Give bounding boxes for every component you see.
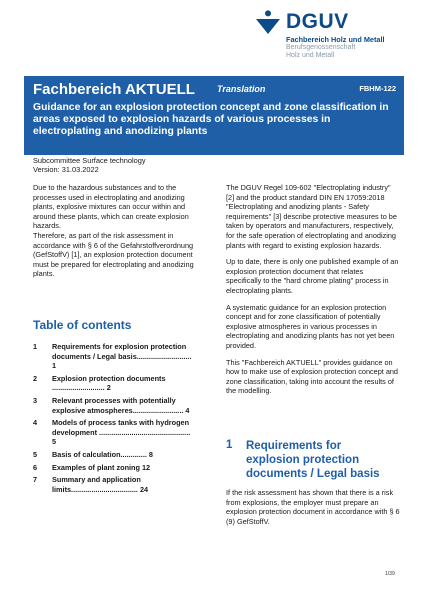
body-paragraph-1: The DGUV Regel 109-602 "Electroplating industry" [2] and the product standard DIN EN 17059:2018 "Electroplating and anodizing plants - Safety requirements" [3] describe protective measures to be taken by operators and manufacturers, respectively, for the safe operation of electroplating and anodizing plants with regard to existing explosion hazards. — [226, 183, 397, 250]
section-1-number: 1 — [226, 439, 233, 451]
toc-item-number: 5 — [33, 449, 38, 459]
toc-item-label: Models of process tanks with hydrogen development ............................................. 5 — [52, 418, 191, 447]
right-column-intro — [226, 183, 400, 403]
table-of-contents — [33, 342, 193, 497]
toc-item[interactable] — [33, 342, 193, 371]
toc-item-label: Examples of plant zoning 12 — [52, 462, 151, 472]
version: Version: 31.03.2022 — [33, 165, 99, 175]
logo-line-1: Fachbereich Holz und Metall — [286, 35, 385, 44]
document-meta — [33, 156, 146, 175]
left-column-intro — [33, 183, 195, 279]
logo-line-3: Holz und Metall — [286, 52, 335, 59]
toc-item-number: 7 — [33, 475, 38, 485]
toc-item-number: 3 — [33, 395, 38, 405]
toc-item[interactable] — [33, 463, 193, 473]
toc-item[interactable] — [33, 475, 193, 494]
body-paragraph-4: This "Fachbereich AKTUELL" provides guidance on how to make use of explosion protection concept and zone classification, taking into account the results of the modelling. — [226, 357, 398, 396]
logo-line-2: Berufsgenossenschaft — [286, 44, 356, 51]
intro-paragraph-2: Therefore, as part of the risk assessment in accordance with § 6 of the Gefahrstoffverordnung (GefStoffV) [1], an explosion protection document must be prepared for electroplating and anodizing plants. — [33, 230, 194, 279]
body-paragraph-3: A systematic guidance for an explosion protection concept and for zone classification of potentially explosive atmospheres in various processes in electroplating and anodizing plants has not yet been provided. — [226, 302, 395, 350]
toc-item-number: 1 — [33, 342, 38, 351]
banner-title: Fachbereich AKTUELL — [33, 81, 195, 98]
toc-item-number: 6 — [33, 462, 38, 472]
toc-item[interactable] — [33, 396, 193, 415]
section-1-paragraph: If the risk assessment has shown that there is a risk from explosions, the employer must prepare an explosion protection document in accordance with § 6 (9) GefStoffV. — [226, 488, 400, 526]
toc-item[interactable] — [33, 418, 193, 447]
toc-item-number: 4 — [33, 418, 38, 428]
toc-item-number: 2 — [33, 373, 38, 383]
toc-item[interactable] — [33, 374, 193, 393]
section-1-heading: Requirements for explosion protection documents / Legal basis — [246, 440, 380, 480]
body-paragraph-2: Up to date, there is only one published example of an explosion protection document that relates specifically to the "hard chrome plating" process in electroplating plants. — [226, 257, 399, 295]
logo-word: DGUV — [286, 10, 349, 33]
title-banner — [24, 76, 404, 155]
toc-heading: Table of contents — [33, 318, 132, 332]
dguv-logo-icon — [256, 10, 280, 34]
toc-item[interactable] — [33, 450, 193, 460]
toc-item-label: Basis of calculation............. 8 — [52, 449, 153, 459]
toc-item-label: Relevant processes with potentially explosive atmospheres......................... 4 — [52, 395, 190, 415]
banner-translation-label: Translation — [217, 84, 266, 94]
toc-item-label: Requirements for explosion protection documents / Legal basis........................... 1 — [52, 342, 192, 371]
subcommittee: Subcommittee Surface technology — [33, 156, 146, 165]
page-number: 1/39 — [385, 571, 395, 577]
toc-item-label: Explosion protection documents .......................... 2 — [52, 373, 166, 393]
document-code: FBHM-122 — [359, 84, 396, 93]
intro-paragraph-1: Due to the hazardous substances and to the processes used in electroplating and anodizing plants, explosive mixtures can occur within and around these plants, which can create explosion hazards. — [33, 183, 189, 231]
toc-item-label: Summary and application limits................................. 24 — [52, 475, 149, 494]
document-subtitle: Guidance for an explosion protection concept and zone classification in areas exposed to explosion hazards of various processes in electroplating and anodizing plants — [33, 102, 389, 137]
dguv-logo — [256, 8, 421, 68]
